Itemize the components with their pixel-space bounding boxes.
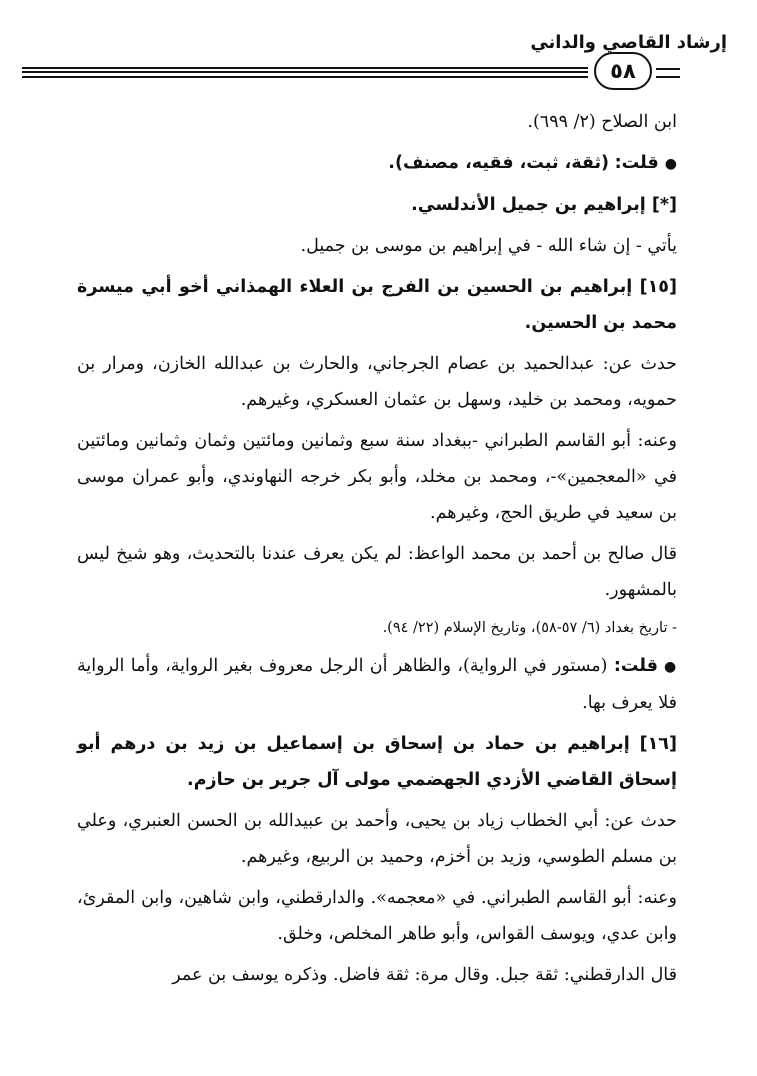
entry-heading: [١٦] إبراهيم بن حماد بن إسحاق بن إسماعيل بن زيد بن درهم أبو إسحاق القاضي الأزدي الجهضمي مولى آل جرير بن حازم. [77, 734, 677, 790]
comment-paragraph [77, 145, 677, 182]
paragraph: يأتي - إن شاء الله - في إبراهيم بن موسى بن جميل. [300, 236, 677, 256]
bullet-icon: ● [664, 156, 677, 172]
header-rule [22, 71, 588, 73]
page-body [77, 104, 677, 998]
entry-heading: [١٥] إبراهيم بن الحسين بن الفرج بن العلاء الهمذاني أخو أبي ميسرة محمد بن الحسين. [77, 277, 677, 333]
entry-heading: [*] إبراهيم بن جميل الأندلسي. [411, 195, 677, 215]
comment-paragraph [77, 648, 677, 721]
header-rule [656, 76, 680, 78]
paragraph: حدث عن: عبدالحميد بن عصام الجرجاني، والحارث بن عبدالله الخازن، ومرار بن حمويه، ومحمد بن خليد، وسهل بن عثمان العسكري، وغيرهم. [77, 354, 677, 410]
header-rule [22, 76, 588, 78]
paragraph: ابن الصلاح (٢/ ٦٩٩). [527, 112, 677, 132]
header-rule [22, 67, 588, 69]
comment-text: (ثقة، ثبت، فقيه، مصنف). [388, 153, 610, 173]
page-number-badge [594, 52, 652, 90]
paragraph: قال الدارقطني: ثقة جبل. وقال مرة: ثقة فاضل. وذكره يوسف بن عمر [172, 965, 677, 985]
comment-label: قلت: [614, 153, 659, 173]
paragraph: حدث عن: أبي الخطاب زياد بن يحيى، وأحمد بن عبيدالله بن الحسن العنبري، وعلي بن مسلم الطوسي، وزيد بن أخزم، وحميد بن الربيع، وغيرهم. [77, 811, 677, 867]
comment-text: (مستور في الرواية)، والظاهر أن الرجل معروف بغير الرواية، وأما الرواية فلا يعرف بها. [77, 656, 677, 713]
paragraph: وعنه: أبو القاسم الطبراني. في «معجمه». والدارقطني، وابن شاهين، وابن المقرئ، وابن عدي، ويوسف القواس، وأبو طاهر المخلص، وخلق. [77, 888, 677, 944]
paragraph: قال صالح بن أحمد بن محمد الواعظ: لم يكن يعرف عندنا بالتحديث، وهو شيخ ليس بالمشهور. [77, 544, 677, 600]
header-rule [656, 68, 680, 70]
bullet-icon: ● [664, 659, 677, 675]
paragraph: وعنه: أبو القاسم الطبراني -ببغداد سنة سبع وثمانين ومائتين وثمان وثمانين ومائتين في «المعجمين»-، ومحمد بن مخلد، وأبو بكر خرجه النهاوندي، وأبو عمران موسى بن سعيد في طريق الحج، وغيرهم. [77, 431, 677, 523]
running-title: إرشاد القاصي والداني [530, 32, 727, 53]
source-note: - تاريخ بغداد (٦/ ٥٧-٥٨)، وتاريخ الإسلام (٢٢/ ٩٤). [382, 620, 677, 636]
page-header [0, 0, 757, 100]
comment-label: قلت: [613, 656, 658, 676]
page-number: ٥٨ [610, 59, 636, 83]
